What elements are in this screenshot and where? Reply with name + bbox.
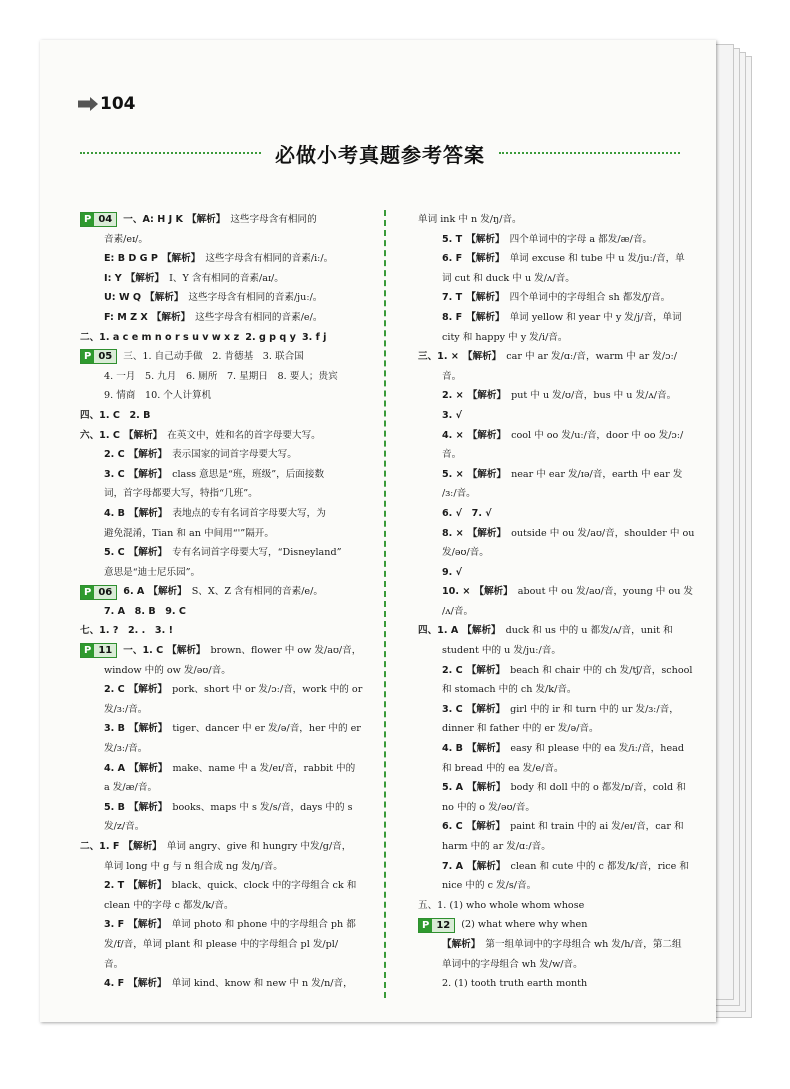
answer-line: 发/z/音。 — [104, 821, 145, 833]
page-ref-badge: P 11 — [80, 643, 117, 658]
answer-line: 2. T 【解析】 black、quick、clock 中的字母组合 ck 和 — [104, 880, 357, 892]
answer-line: 2. × 【解析】 put 中 u 发/ʊ/音，bus 中 u 发/ʌ/音。 — [442, 390, 677, 402]
answer-line: 四、1. A 【解析】 duck 和 us 中的 u 都发/ʌ/音，unit 和 — [418, 625, 673, 637]
answer-line: 发/ɜː/音。 — [104, 743, 148, 755]
dotted-rule — [499, 152, 680, 154]
page-ref-badge: P 06 — [80, 585, 117, 600]
answer-line: U: W Q 【解析】 这些字母含有相同的音素/juː/。 — [104, 292, 323, 304]
dotted-rule — [80, 152, 261, 154]
answer-line: 三、1. × 【解析】 car 中 ar 发/ɑː/音，warm 中 ar 发/ɔː/ — [418, 351, 677, 363]
answer-line: 七、1. ? 2. . 3. ! — [80, 625, 173, 637]
answer-line: P 04 一、A: H J K 【解析】 这些字母含有相同的 — [80, 210, 380, 230]
answer-line: 7. A 8. B 9. C — [104, 605, 186, 617]
answer-line: a 发/æ/音。 — [104, 782, 158, 794]
answer-line: 5. A 【解析】 body 和 doll 中的 o 都发/ɒ/音，cold 和 — [442, 782, 686, 794]
column-divider — [384, 210, 386, 998]
answer-line: 8. × 【解析】 outside 中 ou 发/aʊ/音，shoulder 中 ou — [442, 527, 695, 539]
answer-line: 4. F 【解析】 单词 kind、know 和 new 中 n 发/n/音， — [104, 978, 353, 990]
answer-line: 单词 long 中 g 与 n 组合成 ng 发/ŋ/音。 — [104, 860, 283, 872]
answer-line: nice 中的 c 发/s/音。 — [442, 880, 537, 892]
answer-line: student 中的 u 发/juː/音。 — [442, 645, 561, 657]
answer-line: 单词 ink 中 n 发/ŋ/音。 — [418, 214, 522, 225]
answer-line: 4. A 【解析】 make、name 中 a 发/eɪ/音，rabbit 中的 — [104, 762, 356, 774]
answer-line: 2. C 【解析】 pork、short 中 or 发/ɔː/音，work 中的 or — [104, 684, 363, 696]
answer-line: 4. 一月 5. 九月 6. 厕所 7. 星期日 8. 要人；贵宾 — [104, 370, 338, 382]
answer-line: 5. × 【解析】 near 中 ear 发/ɪə/音，earth 中 ear 发 — [442, 468, 683, 480]
right-column — [418, 210, 694, 994]
answer-line: /ɜː/音。 — [442, 488, 476, 500]
answer-line: window 中的 ow 发/əʊ/音。 — [104, 664, 231, 676]
answer-line: 【解析】 第一组单词中的字母组合 wh 发/h/音，第二组 — [442, 938, 682, 950]
answer-line: 5. C 【解析】 专有名词首字母要大写，“Disneyland” — [104, 547, 342, 559]
answer-line: E: B D G P 【解析】 这些字母含有相同的音素/iː/。 — [104, 253, 334, 265]
answer-line: 3. C 【解析】 girl 中的 ir 和 turn 中的 ur 发/ɜː/音， — [442, 703, 679, 715]
answer-line: 发/ɜː/音。 — [104, 703, 148, 715]
left-column — [80, 210, 380, 994]
answer-line: 和 stomach 中的 ch 发/k/音。 — [442, 684, 577, 696]
answer-line: 5. B 【解析】 books、maps 中 s 发/s/音，days 中的 s — [104, 801, 353, 813]
answer-line: 2. C 【解析】 表示国家的词首字母要大写。 — [104, 449, 297, 461]
answer-line: 7. T 【解析】 四个单词中的字母组合 sh 都发/ʃ/音。 — [442, 292, 671, 304]
answer-line: 9. √ — [442, 566, 463, 578]
answer-line: 6. F 【解析】 单词 excuse 和 tube 中 u 发/juː/音，单 — [442, 253, 685, 265]
answer-line: 9. 情商 10. 个人计算机 — [104, 390, 212, 402]
book-page — [40, 40, 716, 1022]
answer-line: 8. F 【解析】 单词 yellow 和 year 中 y 发/j/音，单词 — [442, 311, 682, 323]
answer-line: 3. F 【解析】 单词 photo 和 phone 中的字母组合 ph 都 — [104, 919, 356, 931]
answer-line: city 和 happy 中 y 发/i/音。 — [442, 331, 568, 343]
answer-line: 五、1. (1) who whole whom whose — [418, 899, 585, 911]
answer-line: 5. T 【解析】 四个单词中的字母 a 都发/æ/音。 — [442, 233, 653, 245]
answer-line: 和 bread 中的 ea 发/e/音。 — [442, 762, 564, 774]
answer-line: 2. C 【解析】 beach 和 chair 中的 ch 发/tʃ/音，school — [442, 664, 693, 676]
arrow-right-icon — [78, 97, 98, 111]
answer-line: 6. C 【解析】 paint 和 train 中的 ai 发/eɪ/音，car 和 — [442, 821, 684, 833]
answer-line: dinner 和 father 中的 er 发/ə/音。 — [442, 723, 599, 735]
answer-line: 音。 — [442, 370, 462, 382]
answer-line: 3. B 【解析】 tiger、dancer 中 er 发/ə/音，her 中的 er — [104, 723, 361, 735]
answer-line: P 06 6. A 【解析】 S、X、Z 含有相同的音素/e/。 — [80, 582, 380, 602]
answer-line: 词，首字母都要大写，特指“几班”。 — [104, 488, 258, 500]
answer-line: 单词中的字母组合 wh 发/w/音。 — [442, 958, 583, 970]
page-number: 104 — [78, 94, 136, 114]
answer-line: clean 中的字母 c 都发/k/音。 — [104, 899, 234, 911]
page-title: 必做小考真题参考答案 — [275, 142, 485, 167]
answer-line: P 11 一、1. C 【解析】 brown、flower 中 ow 发/aʊ/音， — [80, 641, 380, 661]
answer-line: 7. A 【解析】 clean 和 cute 中的 c 都发/k/音，rice 和 — [442, 860, 689, 872]
answer-line: 6. √ 7. √ — [442, 507, 492, 519]
answer-line: 4. B 【解析】 表地点的专有名词首字母要大写，为 — [104, 507, 326, 519]
answer-line: /ʌ/音。 — [442, 605, 474, 617]
answer-line: 10. × 【解析】 about 中 ou 发/aʊ/音，young 中 ou 发 — [442, 586, 694, 598]
answer-line: 4. B 【解析】 easy 和 please 中的 ea 发/iː/音，head — [442, 743, 684, 755]
answer-line: harm 中的 ar 发/ɑː/音。 — [442, 841, 551, 852]
answer-line: 2. (1) tooth truth earth month — [442, 978, 588, 990]
answer-line: P 12 (2) what where why when — [418, 915, 694, 935]
answer-line: 六、1. C 【解析】 在英文中，姓和名的首字母要大写。 — [80, 429, 321, 441]
answer-line: 音。 — [442, 449, 462, 461]
answer-line: 二、1. a c e m n o r s u v w x z 2. g p q y 3. f j — [80, 331, 327, 343]
answer-line: no 中的 o 发/əʊ/音。 — [442, 801, 535, 813]
answer-line: F: M Z X 【解析】 这些字母含有相同的音素/e/。 — [104, 311, 323, 323]
answer-line: I: Y 【解析】 I、Y 含有相同的音素/aɪ/。 — [104, 272, 284, 284]
answer-line: 二、1. F 【解析】 单词 angry、give 和 hungry 中发/g/音， — [80, 841, 352, 852]
answer-line: 音。 — [104, 958, 124, 970]
answer-line: 词 cut 和 duck 中 u 发/ʌ/音。 — [442, 272, 575, 284]
answer-line: 四、1. C 2. B — [80, 409, 151, 421]
answer-line: 音素/eɪ/。 — [104, 233, 148, 245]
page-ref-badge: P 12 — [418, 918, 455, 933]
page-ref-badge: P 05 — [80, 349, 117, 364]
answer-line: 4. × 【解析】 cool 中 oo 发/uː/音，door 中 oo 发/ɔː/ — [442, 429, 684, 441]
answer-line: 3. √ — [442, 409, 463, 421]
answer-line: 意思是“迪士尼乐园”。 — [104, 566, 201, 578]
answer-line: 发/f/音，单词 plant 和 please 中的字母组合 pl 发/pl/ — [104, 938, 339, 950]
answer-line: 3. C 【解析】 class 意思是“班，班级”，后面接数 — [104, 468, 325, 480]
answer-line: 发/əʊ/音。 — [442, 547, 489, 559]
answer-line: P 05 三、1. 自己动手做 2. 肯德基 3. 联合国 — [80, 347, 380, 367]
page-ref-badge: P 04 — [80, 212, 117, 227]
page-title-bar — [80, 133, 680, 173]
answer-line: 避免混淆，Tian 和 an 中间用“'”隔开。 — [104, 527, 274, 539]
